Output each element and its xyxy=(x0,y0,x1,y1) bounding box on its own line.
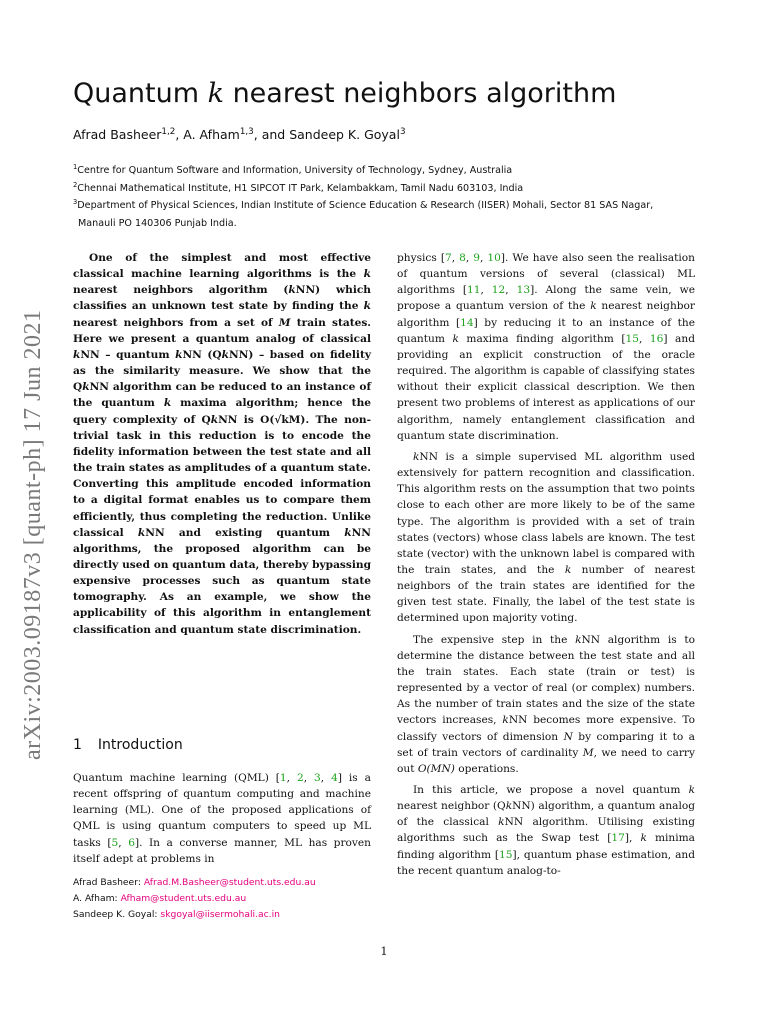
math-k: k xyxy=(82,381,90,394)
footnote-line xyxy=(73,875,371,891)
body-text: nearest neighbor algorithm [ xyxy=(397,300,695,329)
abstract-text: NN) which classifies an unknown test state by finding the xyxy=(73,284,371,313)
body-text: ], quantum phase estimation, and the recent quantum analog-to- xyxy=(397,848,695,877)
citation-link[interactable]: 9 xyxy=(473,252,481,264)
body-text: , xyxy=(480,252,488,264)
abstract-text: nearest neighbors from a set of xyxy=(73,316,279,329)
citation-link[interactable]: 16 xyxy=(649,332,664,345)
citation-link[interactable]: 3 xyxy=(314,772,321,784)
citation-link[interactable]: 2 xyxy=(296,772,304,784)
body-text: maxima finding algorithm [ xyxy=(458,332,626,345)
math-n: N xyxy=(563,730,573,743)
affiliation xyxy=(73,162,698,180)
abstract-text: One of the simplest and most effective classical machine learning algorithms is the xyxy=(73,252,371,281)
intro-paragraph xyxy=(73,770,371,867)
abstract-text: NN – quantum xyxy=(80,348,176,361)
body-text: , xyxy=(118,836,129,849)
paragraph xyxy=(397,632,695,777)
email-link[interactable]: skgoyal@iisermohali.ac.in xyxy=(160,909,280,920)
footnote-author: Afrad Basheer: xyxy=(73,877,144,888)
section-heading-introduction xyxy=(73,737,183,753)
body-text: ]. Along the same vein, we propose a quantum version of the xyxy=(397,284,695,313)
title-pre: Quantum xyxy=(73,78,208,109)
affiliation xyxy=(73,197,698,215)
author-list xyxy=(73,127,406,142)
citation-link[interactable]: 5 xyxy=(111,836,119,849)
math-k: k xyxy=(590,300,597,313)
abstract-text: NN and existing quantum xyxy=(145,526,345,539)
author-name: Sandeep K. Goyal xyxy=(289,127,400,142)
paragraph xyxy=(397,449,695,627)
body-text: by comparing it to a set of train vectors of cardinality xyxy=(397,730,695,759)
body-text: In this article, we propose a novel quantum xyxy=(413,784,689,796)
affiliation-sup: 2 xyxy=(73,180,78,189)
email-link[interactable]: Afrad.M.Basheer@student.uts.edu.au xyxy=(143,877,316,888)
math-k: k xyxy=(221,348,230,361)
body-text: physics [ xyxy=(397,252,445,264)
math-k: k xyxy=(502,714,509,727)
citation-link[interactable]: 13 xyxy=(516,284,531,297)
math-k: k xyxy=(288,284,296,297)
math-k: k xyxy=(564,563,572,576)
body-text: ]. In a converse manner, ML has proven itself adept at problems in xyxy=(73,836,371,865)
citation-link[interactable]: 8 xyxy=(459,252,466,264)
body-text: , we need to carry out xyxy=(397,746,695,775)
abstract-text: maxima algorithm; hence the query complexity of Q xyxy=(73,397,372,426)
author-affil-sup: 1,2 xyxy=(161,126,176,137)
body-text: ] is a recent offspring of quantum computing and machine learning (ML). One of the proposed applications of QML is using quantum computers to speed up ML tasks [ xyxy=(73,772,371,849)
math-m: M xyxy=(582,746,594,759)
math-k: k xyxy=(363,268,371,281)
affiliation-text: Centre for Quantum Software and Information, University of Technology, Sydney, Australia xyxy=(77,165,513,176)
body-text: , xyxy=(303,772,315,784)
abstract xyxy=(73,250,371,638)
affiliation-sup: 3 xyxy=(73,197,78,206)
body-text: , xyxy=(320,772,332,784)
abstract-text: nearest neighbors algorithm ( xyxy=(73,284,289,297)
math-k: k xyxy=(363,300,371,313)
paragraph xyxy=(397,250,695,444)
body-text: The expensive step in the xyxy=(413,633,576,646)
title-k: k xyxy=(207,78,224,109)
citation-link[interactable]: 10 xyxy=(487,252,501,264)
title-post: nearest neighbors algorithm xyxy=(223,78,617,109)
math-k: k xyxy=(640,832,647,845)
math-complexity: O(√kM) xyxy=(260,413,306,426)
author-affil-sup: 1,3 xyxy=(239,126,254,137)
math-k: k xyxy=(210,413,219,426)
abstract-text: NN algorithms, the proposed algorithm can be directly used on quantum data, thereby bypassing expensive processes such as quantum state tomography. As an example, we show the applicability of this algorithm in entanglement classification and quantum state discrimination. xyxy=(73,526,371,636)
citation-link[interactable]: 1 xyxy=(279,772,287,784)
body-text: , xyxy=(505,284,517,297)
abstract-text: . The non-trivial task in this reduction is to encode the fidelity information between the test state and all the train states as amplitudes of a quantum state. Converting this amplitude encoded information to a digital format enables us to compare them efficiently, thus completing the reduction. Unlike classical xyxy=(73,413,371,539)
author-name: Afrad Basheer xyxy=(73,127,162,142)
body-text: NN becomes more expensive. To classify vectors of dimension xyxy=(397,714,695,743)
footnote-line xyxy=(73,907,371,923)
author-sep: , and xyxy=(253,127,290,142)
math-k: k xyxy=(505,800,513,813)
body-text: ] and providing an explicit construction of the oracle required. The algorithm is capable of classifying states without their explicit classical description. We then present two problems of interest as applications of our algorithm, namely entanglement classification and quantum state discrimination. xyxy=(397,332,695,442)
math-k: k xyxy=(498,816,505,829)
math-k: k xyxy=(137,526,146,539)
math-k: k xyxy=(73,348,81,361)
body-text: NN) algorithm, a quantum analog of the classical xyxy=(397,800,696,829)
body-text: Quantum machine learning (QML) [ xyxy=(73,772,280,784)
math-k: k xyxy=(688,784,695,796)
abstract-text: NN algorithm can be reduced to an instance of the quantum xyxy=(73,381,371,410)
citation-link[interactable]: 6 xyxy=(128,836,135,849)
author-email-footnotes xyxy=(73,875,371,923)
affiliations xyxy=(73,162,698,232)
footnote-line xyxy=(73,891,371,907)
body-text: , xyxy=(465,252,474,264)
body-text: , xyxy=(286,772,297,784)
body-text: NN is a simple supervised ML algorithm used extensively for pattern recognition and classification. This algorithm rests on the assumption that two points close to each other are more likely to be of the same type. The algorithm is provided with a set of train states (vectors) whose class labels are known. The test state (vector) with the unknown label is compared with the train states, and the xyxy=(397,450,695,576)
math-k: k xyxy=(575,633,582,646)
email-link[interactable]: Afham@student.uts.edu.au xyxy=(120,893,247,904)
paper-title xyxy=(73,78,616,109)
math-complexity: O(MN) xyxy=(417,762,455,775)
footnote-author: Sandeep K. Goyal: xyxy=(73,909,161,920)
math-k: k xyxy=(452,332,459,345)
math-k: k xyxy=(175,348,183,361)
body-text: NN algorithm is to determine the distance between the test state and all the train states. Each state (train or test) is represented by a vector of real (or complex) numbers. As the number of train states and the size of the state vectors increases, xyxy=(397,633,696,727)
citation-link[interactable]: 14 xyxy=(460,316,474,329)
citation-link[interactable]: 15 xyxy=(499,848,513,861)
body-text: NN algorithm. Utilising existing algorithms such as the Swap test [ xyxy=(397,816,695,845)
citation-link[interactable]: 11 xyxy=(466,284,481,297)
citation-link[interactable]: 12 xyxy=(491,284,506,297)
body-text: , xyxy=(451,252,460,264)
author-affil-sup: 3 xyxy=(399,126,406,137)
affiliation-continuation: Manauli PO 140306 Punjab India. xyxy=(78,217,237,229)
abstract-text: train states. Here we present a quantum analog of classical xyxy=(73,316,371,345)
body-text: , xyxy=(638,332,650,345)
affiliation-text: Chennai Mathematical Institute, H1 SIPCOT IT Park, Kelambakkam, Tamil Nadu 603103, India xyxy=(77,182,524,194)
section-title: Introduction xyxy=(97,737,183,753)
math-k: k xyxy=(344,526,352,539)
body-text: , xyxy=(480,284,492,297)
body-text: ], xyxy=(624,832,641,845)
affiliation-sup: 1 xyxy=(73,162,78,171)
math-k: k xyxy=(163,397,172,410)
abstract-text: NN is xyxy=(218,413,261,426)
footnote-author: A. Afham: xyxy=(73,893,121,904)
paragraph xyxy=(397,782,695,879)
body-text: minima finding algorithm [ xyxy=(397,832,695,861)
author-sep: , xyxy=(175,127,184,142)
arxiv-identifier-stamp: arXiv:2003.09187v3 [quant-ph] 17 Jun 2021 xyxy=(20,309,46,760)
citation-link[interactable]: 15 xyxy=(625,332,639,345)
body-text: nearest neighbor (Q xyxy=(397,800,506,813)
affiliation-text: Department of Physical Sciences, Indian Institute of Science Education & Research (IISER) Mohali, Sector 81 SAS Nagar, xyxy=(77,200,654,211)
body-text: ] by reducing it to an instance of the quantum xyxy=(397,316,695,345)
right-column xyxy=(397,250,695,879)
body-text: number of nearest neighbors of the train states are identified for the given test state. Finally, the label of the test state is determined upon majority voting. xyxy=(397,563,695,625)
section-number: 1 xyxy=(73,737,82,753)
math-m: M xyxy=(278,316,291,329)
math-k: k xyxy=(413,450,420,463)
abstract-text: NN) – based on fidelity as the similarity measure. We show that the Q xyxy=(73,348,372,394)
citation-link[interactable]: 17 xyxy=(611,832,625,845)
body-text: ]. We have also seen the realisation of quantum versions of several (classical) ML algorithms [ xyxy=(397,252,695,297)
abstract-text: NN (Q xyxy=(182,348,222,361)
citation-link[interactable]: 7 xyxy=(444,252,452,264)
citation-link[interactable]: 4 xyxy=(331,772,338,784)
author-name: A. Afham xyxy=(183,127,240,142)
body-text: operations. xyxy=(454,762,519,775)
page-number: 1 xyxy=(380,945,388,958)
affiliation xyxy=(73,180,698,198)
